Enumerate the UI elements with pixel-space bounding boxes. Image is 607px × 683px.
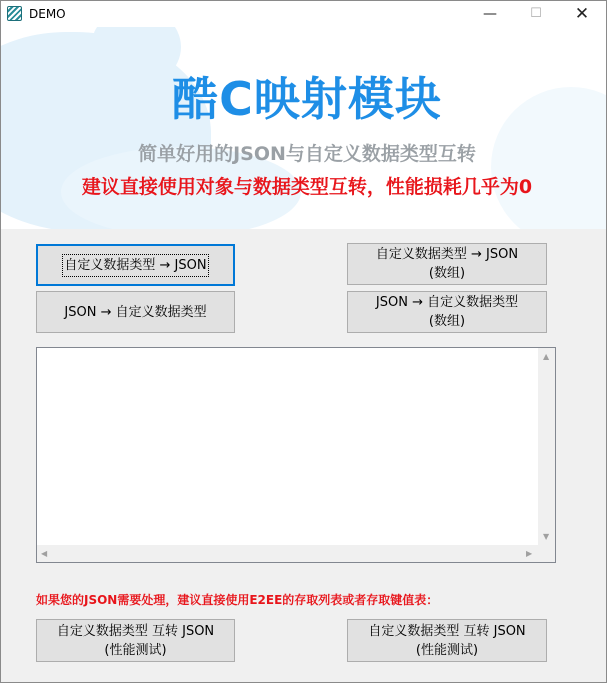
perf-test-button-right[interactable] xyxy=(347,619,547,662)
close-icon[interactable]: ✕ xyxy=(574,4,590,24)
title-bar[interactable] xyxy=(1,1,606,27)
scroll-up-icon[interactable]: ▲ xyxy=(543,352,550,361)
custom-to-json-array-label: 自定义数据类型 → JSON (数组) xyxy=(375,247,519,281)
scrollbar-corner xyxy=(538,545,555,562)
app-icon xyxy=(7,6,22,21)
output-textbox[interactable] xyxy=(36,347,556,563)
json-to-custom-array-button[interactable] xyxy=(347,291,547,333)
json-to-custom-button[interactable] xyxy=(36,291,235,333)
banner-image xyxy=(1,27,606,229)
hint-text: 如果您的JSON需要处理，建议直接使用E2EE的存取列表或者存取键值表： xyxy=(36,593,439,607)
perf-test-button-left[interactable] xyxy=(36,619,235,662)
banner-title: 酷C映射模块 xyxy=(172,72,442,126)
scroll-down-icon[interactable]: ▼ xyxy=(543,532,550,541)
json-to-custom-array-label: JSON → 自定义数据类型 (数组) xyxy=(375,295,519,329)
perf-test-label-right: 自定义数据类型 互转 JSON (性能测试) xyxy=(368,623,526,658)
json-to-custom-label: JSON → 自定义数据类型 xyxy=(64,304,207,320)
minimize-icon[interactable]: — xyxy=(483,6,497,22)
window-title: DEMO xyxy=(29,7,66,21)
banner-subtitle: 简单好用的JSON与自定义数据类型互转 xyxy=(138,143,476,165)
scroll-left-icon[interactable]: ◀ xyxy=(41,549,48,558)
custom-to-json-array-button[interactable] xyxy=(347,243,547,285)
custom-to-json-label: 自定义数据类型 → JSON xyxy=(64,257,207,273)
maximize-icon[interactable]: ☐ xyxy=(530,6,542,21)
vertical-scrollbar[interactable] xyxy=(538,348,555,545)
horizontal-scrollbar[interactable] xyxy=(37,545,538,562)
scroll-right-icon[interactable]: ▶ xyxy=(526,549,533,558)
banner-tagline: 建议直接使用对象与数据类型互转，性能损耗几乎为0 xyxy=(81,176,533,198)
perf-test-label-left: 自定义数据类型 互转 JSON (性能测试) xyxy=(56,623,215,658)
custom-to-json-button[interactable] xyxy=(36,244,235,286)
